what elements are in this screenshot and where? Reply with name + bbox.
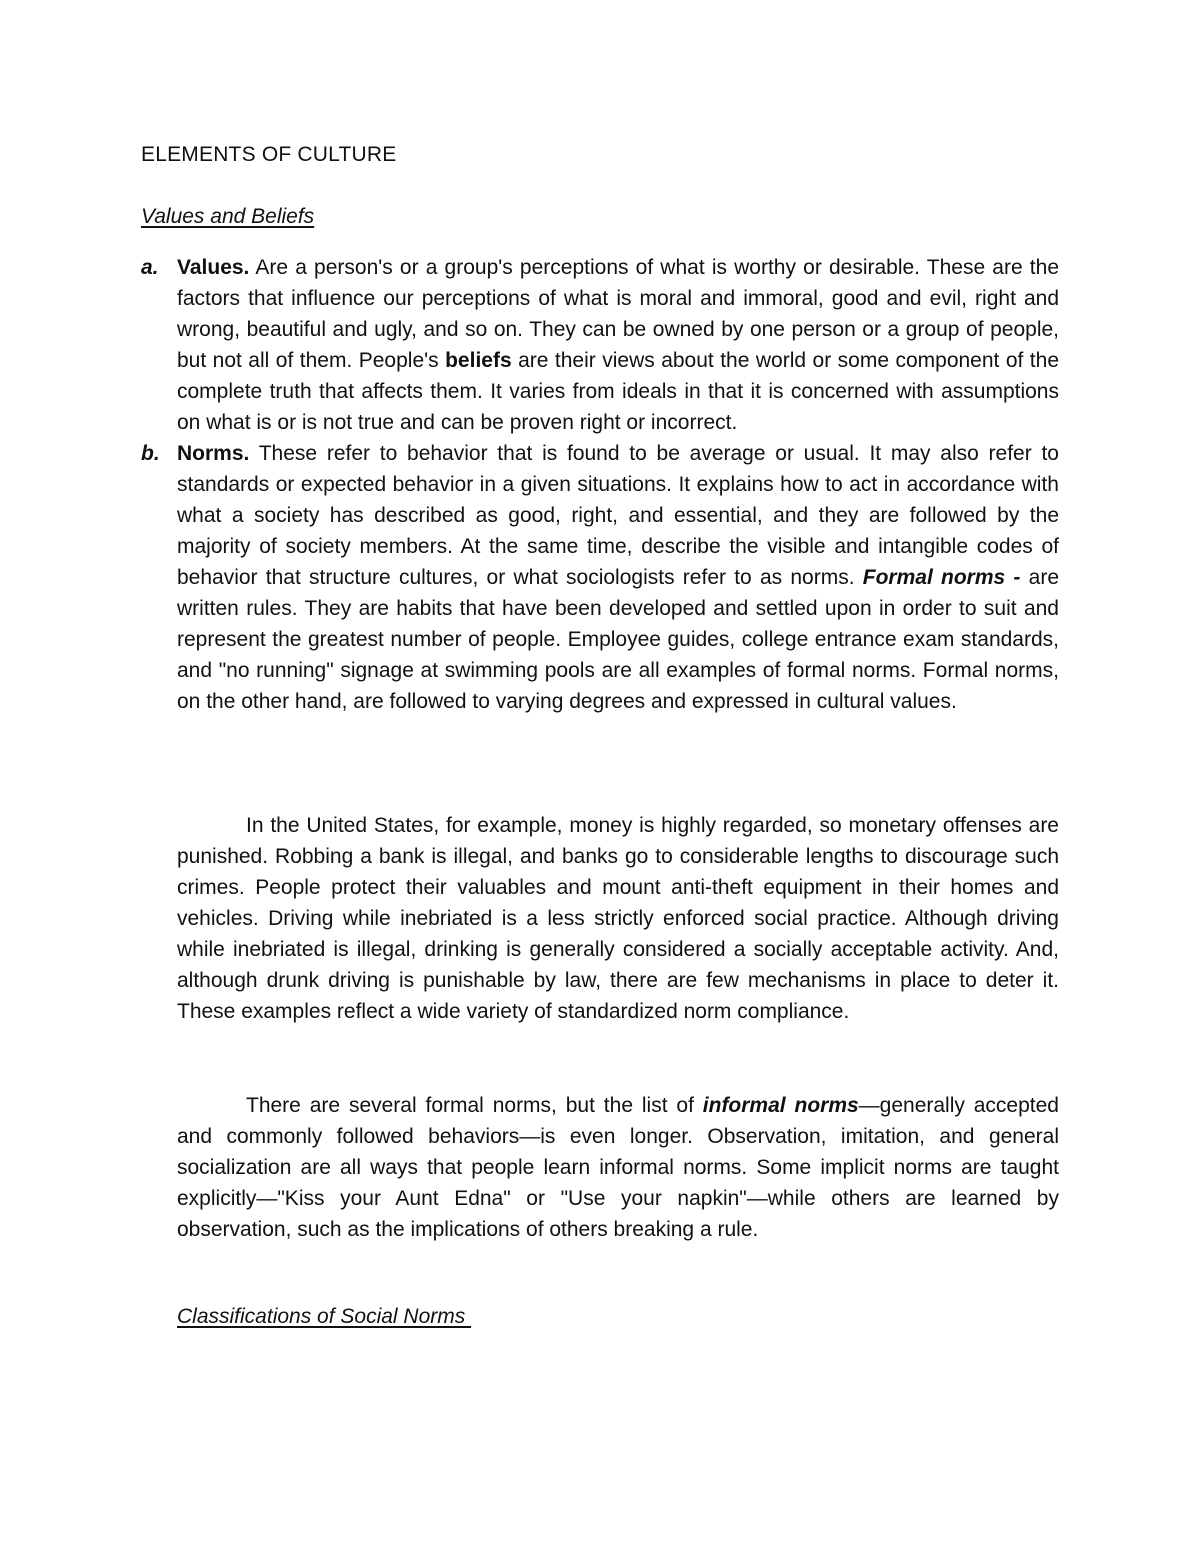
informal-text-after: —generally accepted and commonly followed behaviors—is even longer. Observation, imitation, and general socialization are all ways that people learn informal norms. Some implicit norms are taught explicitly—"Kiss your Aunt Edna" or "Use your napkin"—while others are learned by observation, such as the implications of others breaking a rule. <box>177 1094 1059 1241</box>
definition-list <box>141 252 1059 717</box>
values-text-part2: are their views about the world or some component of the complete truth that affects them. It varies from ideals in that it is concerned with assumptions on what is or is not true and can be proven right or incorrect. <box>177 349 1059 434</box>
list-item-norms <box>141 438 1059 717</box>
section-heading-values-beliefs: Values and Beliefs <box>141 205 315 228</box>
norms-text-part2: are written rules. They are habits that have been developed and settled upon in order to suit and represent the greatest number of people. Employee guides, college entrance exam standards, and "no running" signage at swimming pools are all examples of formal norms. Formal norms, on the other hand, are followed to varying degrees and expressed in cultural values. <box>177 566 1060 713</box>
document-title: ELEMENTS OF CULTURE <box>141 143 397 166</box>
term-informal-norms: informal norms <box>702 1094 859 1117</box>
term-beliefs: beliefs <box>445 349 512 372</box>
list-marker: b. <box>141 442 160 465</box>
norms-text-part1: These refer to behavior that is found to be average or usual. It may also refer to standards or expected behavior in a given situations. It explains how to act in accordance with what a society has described as good, right, and essential, and they are followed by the majority of society members. At the same time, describe the visible and intangible codes of behavior that structure cultures, or what sociologists refer to as norms. <box>177 442 1059 589</box>
values-text-part1: Are a person's or a group's perceptions of what is worthy or desirable. These are the factors that influence our perceptions of what is moral and immoral, good and evil, right and wrong, beautiful and ugly, and so on. They can be owned by one person or a group of people, but not all of them. People's <box>177 256 1059 372</box>
paragraph-united-states: In the United States, for example, money is highly regarded, so monetary offenses are punished. Robbing a bank is illegal, and banks go to considerable lengths to discourage such crimes. People protect their valuables and mount anti-theft equipment in their homes and vehicles. Driving while inebriated is a less strictly enforced social practice. Although driving while inebriated is illegal, drinking is generally considered a socially acceptable activity. And, although drunk driving is punishable by law, there are few mechanisms in place to deter it. These examples reflect a wide variety of standardized norm compliance. <box>177 814 1059 1023</box>
term-formal-norms: Formal norms - <box>862 566 1021 589</box>
informal-text-before: There are several formal norms, but the list of <box>246 1094 703 1117</box>
term-norms: Norms. <box>177 442 250 465</box>
section-heading-classifications: Classifications of Social Norms <box>177 1305 472 1328</box>
list-marker: a. <box>141 256 159 279</box>
paragraph-informal-norms <box>177 1090 1059 1245</box>
term-values: Values. <box>177 256 250 279</box>
list-item-values <box>141 252 1059 438</box>
